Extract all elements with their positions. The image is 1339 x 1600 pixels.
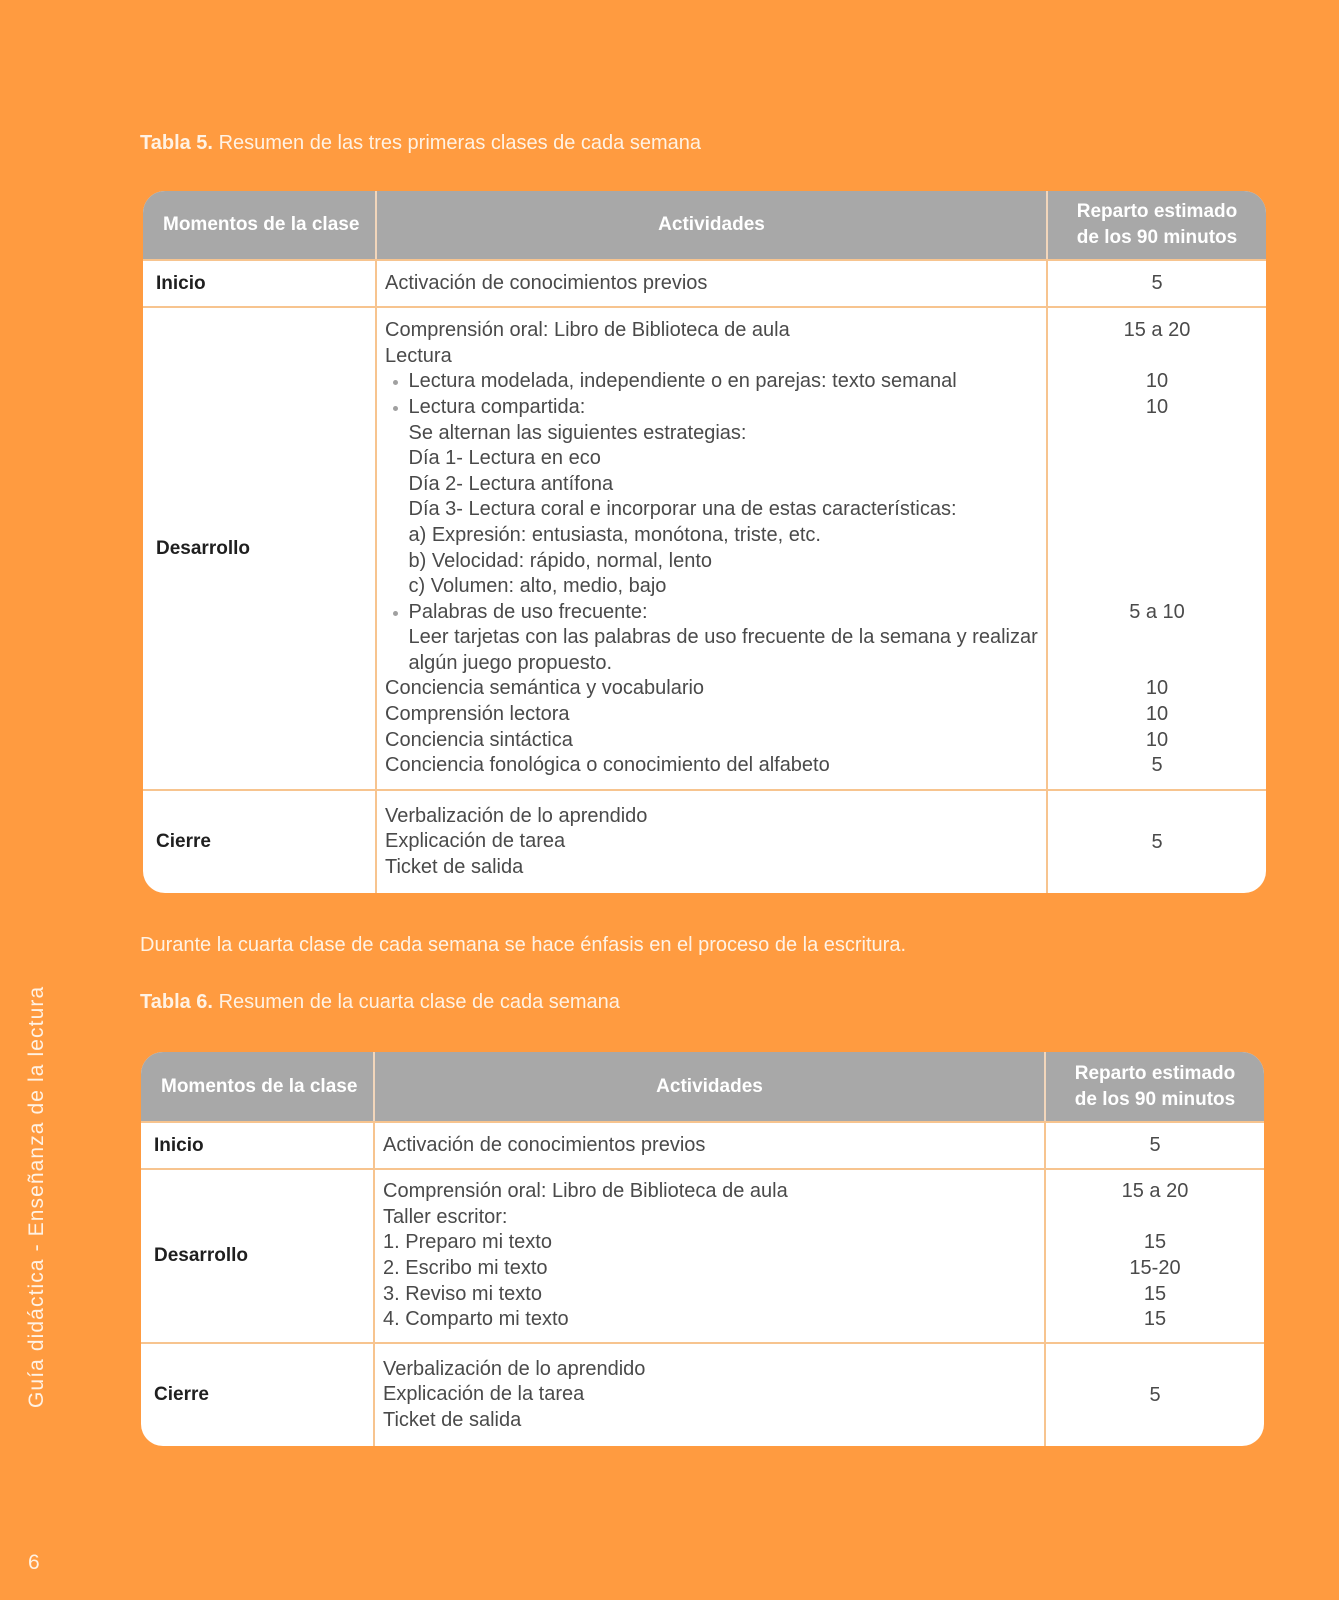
activity-line: Conciencia fonológica o conocimiento del alfabeto — [385, 754, 830, 777]
header-activities-label: Actividades — [658, 214, 765, 235]
activity-line: Verbalización de lo aprendido — [383, 1357, 646, 1380]
time-value: 5 a 10 — [1129, 600, 1185, 623]
table5-row-inicio — [143, 259, 1266, 306]
time-value: 15 a 20 — [1123, 319, 1191, 342]
activity-cell — [373, 1170, 1044, 1342]
activity-list — [385, 318, 1046, 779]
activity-line: Explicación de tarea — [385, 830, 566, 853]
activity-cell — [373, 1344, 1044, 1446]
activity-line: Leer tarjetas con las palabras de uso frecuente de la semana y realizar — [408, 626, 1038, 649]
time-list — [1046, 1179, 1264, 1333]
activity-line: Día 2- Lectura antífona — [408, 472, 614, 495]
time-value: 15 — [1143, 1308, 1167, 1331]
table6-caption — [140, 989, 620, 1015]
activity-line: c) Volumen: alto, medio, bajo — [408, 575, 667, 598]
time-value: 5 — [1044, 1344, 1264, 1446]
table6-row-desarrollo — [141, 1168, 1264, 1342]
time-spacer — [1046, 1205, 1264, 1231]
table6-header-row — [141, 1052, 1264, 1121]
activity-cell: Activación de conocimientos previos — [375, 261, 1046, 306]
time-value: 15 — [1143, 1282, 1167, 1305]
activity-line: Se alternan las siguientes estrategias: — [408, 421, 747, 444]
activity-line: Taller escritor: — [383, 1205, 508, 1228]
activity-line: Lectura — [385, 344, 452, 367]
time-spacer — [1048, 446, 1266, 472]
moment-label: Desarrollo — [156, 537, 250, 559]
moment-label: Inicio — [156, 272, 206, 294]
activity-line: Conciencia sintáctica — [385, 728, 573, 751]
moment-label: Desarrollo — [154, 1245, 248, 1266]
time-spacer — [1048, 523, 1266, 549]
time-value: 5 — [1046, 791, 1266, 893]
activity-line: a) Expresión: entusiasta, monótona, triste, etc. — [408, 523, 821, 546]
activity-list — [383, 1179, 1044, 1333]
table5-caption-text: Resumen de las tres primeras clases de cada semana — [218, 132, 702, 154]
activity-line-text: Lectura modelada, independiente o en parejas: texto semanal — [408, 370, 957, 393]
side-running-title: Guía didáctica - Enseñanza de la lectura — [25, 985, 48, 1408]
header-activities-label: Actividades — [656, 1075, 763, 1097]
time-value: 10 — [1145, 395, 1169, 418]
table6-caption-label: Tabla 6. — [140, 991, 213, 1013]
time-value: 15-20 — [1129, 1257, 1181, 1279]
activity-line: algún juego propuesto. — [408, 651, 612, 674]
activity-line: b) Velocidad: rápido, normal, lento — [408, 549, 713, 572]
time-spacer — [1048, 421, 1266, 447]
activity-line: Día 1- Lectura en eco — [408, 447, 601, 470]
activity-cell — [375, 791, 1046, 893]
table6-caption-text: Resumen de la cuarta clase de cada semana — [218, 991, 620, 1013]
time-cell — [1044, 1170, 1264, 1342]
header-activities — [373, 1052, 1044, 1121]
bullet-marker — [393, 380, 398, 385]
bullet-marker — [393, 611, 398, 616]
header-moments — [141, 1052, 373, 1121]
time-spacer — [1048, 574, 1266, 600]
time-spacer — [1048, 344, 1266, 370]
activity-line: Ticket de salida — [383, 1408, 522, 1431]
header-moments-label: Momentos de la clase — [163, 214, 360, 235]
table5-caption — [140, 130, 701, 156]
moment-label: Cierre — [156, 831, 211, 852]
activity-cell: Activación de conocimientos previos — [373, 1123, 1044, 1168]
activity-line: Conciencia semántica y vocabulario — [385, 677, 705, 700]
time-value: 10 — [1145, 677, 1169, 700]
time-value: 10 — [1145, 728, 1169, 751]
activity-list — [385, 804, 1046, 881]
table5-row-cierre — [143, 789, 1266, 893]
table6-row-cierre — [141, 1342, 1264, 1446]
time-spacer — [1048, 651, 1266, 677]
header-moments — [143, 191, 375, 259]
table5-caption-label: Tabla 5. — [140, 132, 213, 154]
bullet-marker — [393, 406, 398, 411]
time-spacer — [1048, 472, 1266, 498]
time-cell — [1046, 308, 1266, 789]
intro-paragraph: Durante la cuarta clase de cada semana se hace énfasis en el proceso de la escritura. — [140, 934, 906, 956]
activity-line — [385, 395, 1046, 421]
header-time-label: Reparto estimado de los 90 minutos — [1076, 201, 1238, 248]
header-activities — [375, 191, 1046, 259]
time-value: 15 — [1143, 1231, 1167, 1254]
header-time-label: Reparto estimado de los 90 minutos — [1074, 1062, 1236, 1110]
page-number: 6 — [28, 1551, 40, 1574]
activity-line: 1. Preparo mi texto — [383, 1231, 552, 1254]
activity-line: Comprensión lectora — [385, 703, 570, 726]
activity-line — [385, 369, 1046, 395]
activity-cell — [375, 308, 1046, 789]
header-moments-label: Momentos de la clase — [161, 1075, 358, 1097]
time-list — [1048, 318, 1266, 779]
time-value: 15 a 20 — [1121, 1180, 1189, 1203]
time-spacer — [1048, 625, 1266, 651]
activity-line: 3. Reviso mi texto — [383, 1282, 542, 1305]
time-spacer — [1048, 497, 1266, 523]
time-value: 5 — [1044, 1123, 1264, 1168]
time-spacer — [1048, 549, 1266, 575]
activity-line-text: Palabras de uso frecuente: — [408, 600, 648, 623]
time-value: 10 — [1145, 703, 1169, 726]
header-time — [1046, 191, 1266, 259]
activity-line: Comprensión oral: Libro de Biblioteca de aula — [385, 319, 790, 342]
table5-row-desarrollo — [143, 306, 1266, 789]
activity-line: Verbalización de lo aprendido — [385, 804, 648, 827]
activity-line: 2. Escribo mi texto — [383, 1257, 548, 1279]
activity-list — [383, 1357, 1044, 1434]
activity-line: Comprensión oral: Libro de Biblioteca de aula — [383, 1180, 788, 1203]
time-value: 5 — [1046, 261, 1266, 306]
table5-header-row — [143, 191, 1266, 259]
table6 — [141, 1052, 1264, 1446]
header-time — [1044, 1052, 1264, 1121]
time-value: 5 — [1151, 754, 1163, 777]
activity-line: Ticket de salida — [385, 855, 524, 878]
activity-line: 4. Comparto mi texto — [383, 1308, 569, 1331]
table5 — [143, 191, 1266, 893]
activity-line-text: Lectura compartida: — [408, 395, 586, 418]
time-value: 10 — [1145, 370, 1169, 393]
table6-row-inicio — [141, 1121, 1264, 1168]
activity-line: Explicación de la tarea — [383, 1383, 585, 1406]
activity-line — [385, 600, 1046, 626]
activity-line: Día 3- Lectura coral e incorporar una de estas características: — [408, 498, 957, 521]
moment-label: Cierre — [154, 1384, 209, 1405]
moment-label: Inicio — [154, 1134, 204, 1156]
